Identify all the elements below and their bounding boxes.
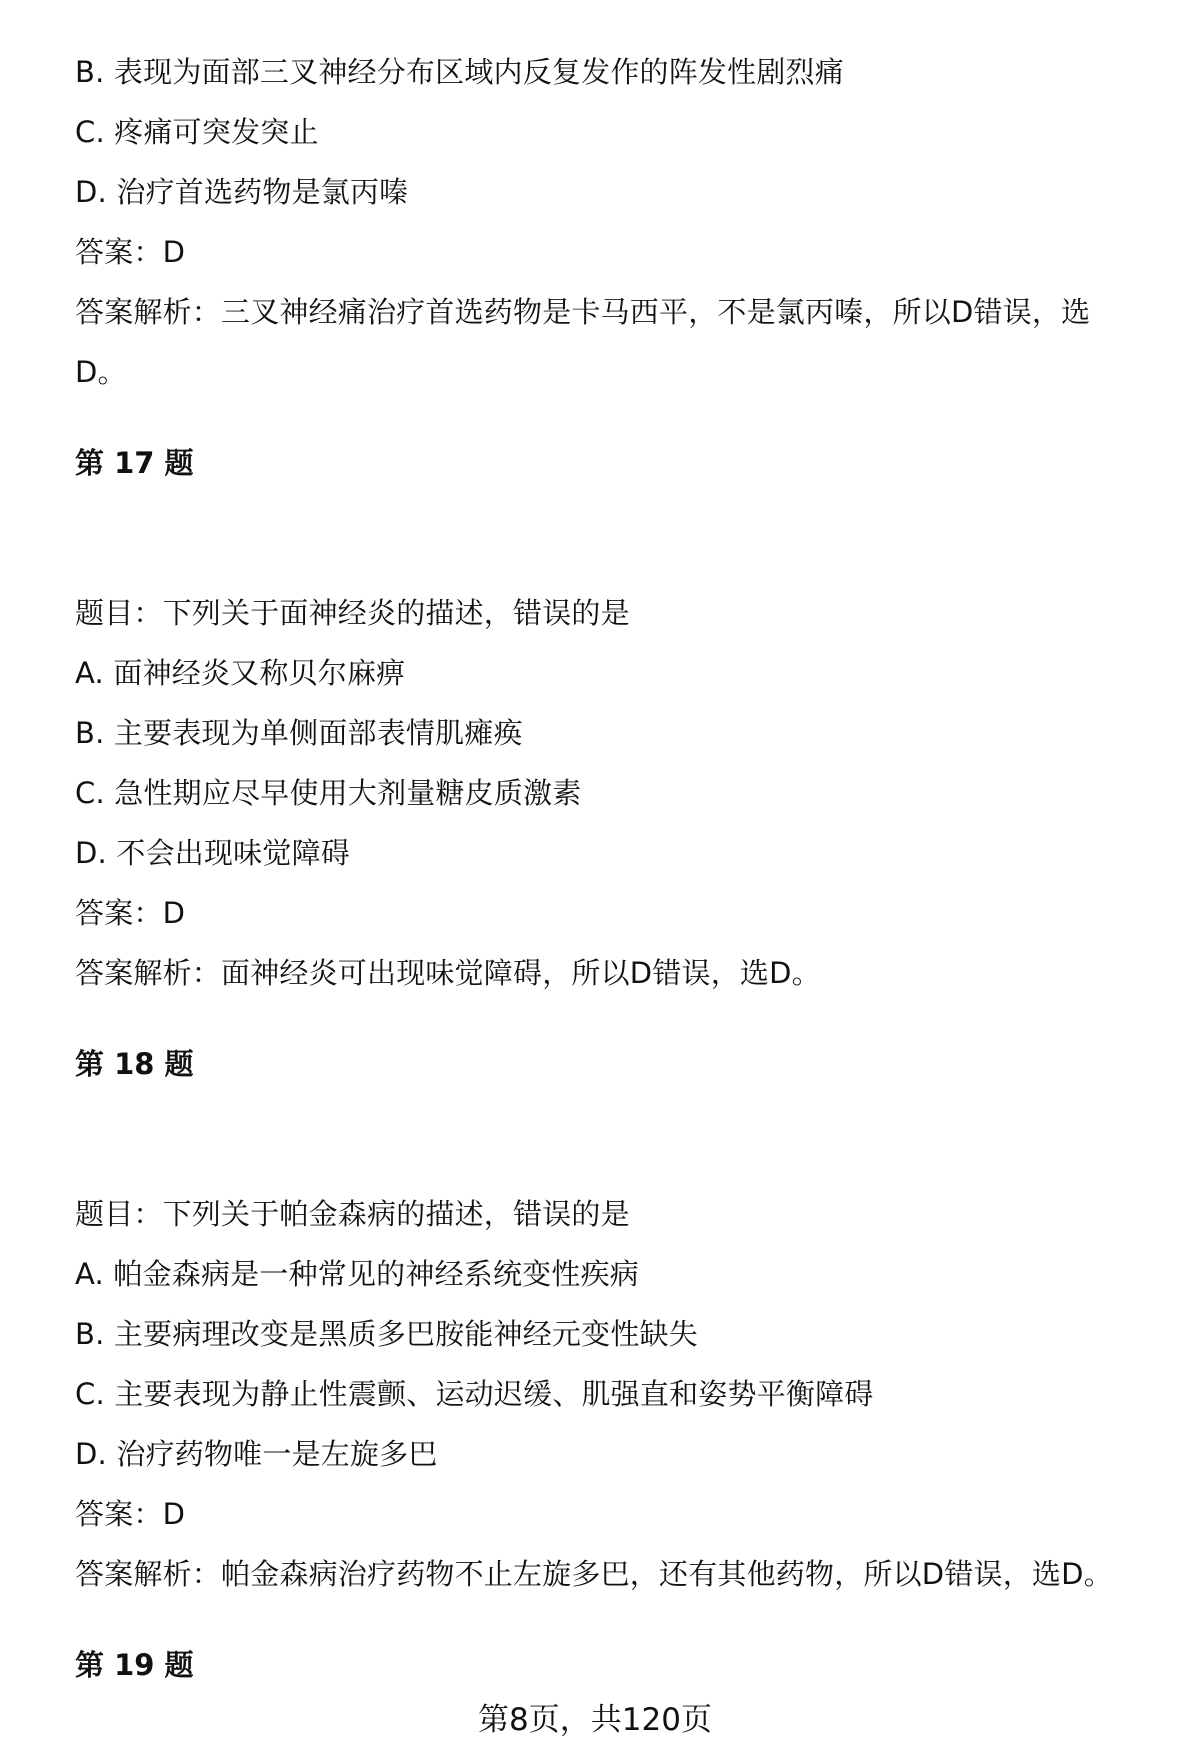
q18-option-a: A. 帕金森病是一种常见的神经系统变性疾病 (75, 1257, 639, 1291)
q18-explanation: 答案解析：帕金森病治疗药物不止左旋多巴，还有其他药物，所以D错误，选D。 (75, 1557, 1113, 1591)
q16-option-b: B. 表现为面部三叉神经分布区域内反复发作的阵发性剧烈痛 (75, 55, 844, 89)
q17-explanation: 答案解析：面神经炎可出现味觉障碍，所以D错误，选D。 (75, 956, 821, 990)
q18-option-d: D. 治疗药物唯一是左旋多巴 (75, 1437, 438, 1471)
q17-option-a: A. 面神经炎又称贝尔麻痹 (75, 656, 406, 690)
q18-heading: 第 18 题 (75, 1047, 194, 1081)
q18-option-c: C. 主要表现为静止性震颤、运动迟缓、肌强直和姿势平衡障碍 (75, 1377, 874, 1411)
q17-question: 题目：下列关于面神经炎的描述，错误的是 (75, 596, 630, 630)
q17-answer: 答案：D (75, 896, 186, 930)
q16-option-d: D. 治疗首选药物是氯丙嗪 (75, 175, 409, 209)
q17-heading: 第 17 题 (75, 446, 194, 480)
page-number-footer: 第8页，共120页 (478, 1702, 712, 1738)
q19-heading: 第 19 题 (75, 1648, 194, 1682)
q16-explanation-line2: D。 (75, 355, 127, 389)
q16-option-c: C. 疼痛可突发突止 (75, 115, 319, 149)
q17-option-b: B. 主要表现为单侧面部表情肌瘫痪 (75, 716, 523, 750)
q16-explanation-line1: 答案解析：三叉神经痛治疗首选药物是卡马西平，不是氯丙嗪，所以D错误，选 (75, 295, 1091, 329)
q18-answer: 答案：D (75, 1497, 186, 1531)
q17-option-c: C. 急性期应尽早使用大剂量糖皮质激素 (75, 776, 582, 810)
q16-answer: 答案：D (75, 235, 186, 269)
q17-option-d: D. 不会出现味觉障碍 (75, 836, 350, 870)
q18-option-b: B. 主要病理改变是黑质多巴胺能神经元变性缺失 (75, 1317, 698, 1351)
q18-question: 题目：下列关于帕金森病的描述，错误的是 (75, 1197, 630, 1231)
